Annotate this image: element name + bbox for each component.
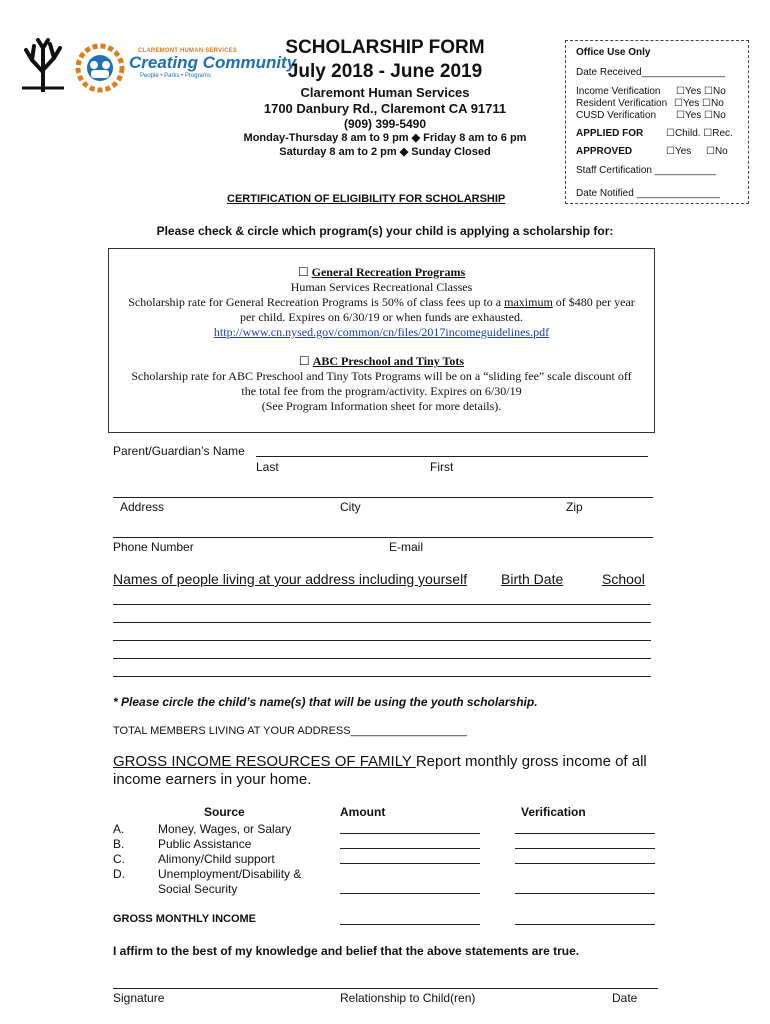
last-name-caption: Last: [256, 460, 279, 474]
form-period: July 2018 - June 2019: [287, 61, 483, 82]
signature-line[interactable]: [113, 988, 658, 989]
resident-verification-label: Resident Verification: [576, 98, 668, 109]
source-column-header: Source: [204, 805, 245, 819]
household-row-4[interactable]: [113, 658, 651, 659]
general-recreation-desc1: Human Services Recreational Classes: [290, 280, 473, 294]
gross-verification-field[interactable]: [515, 924, 655, 925]
phone-email-field[interactable]: [113, 537, 653, 538]
household-names-label: Names of people living at your address including yourself: [113, 571, 468, 587]
verification-field-c[interactable]: [515, 863, 655, 864]
abc-preschool-desc1: Scholarship rate for ABC Preschool and Tiny Tots Programs will be on a “sliding fee” scale discount off: [131, 369, 632, 383]
cusd-verification-checkboxes[interactable]: ☐Yes ☐No: [676, 110, 726, 121]
household-row-2[interactable]: [113, 622, 651, 623]
address-field[interactable]: [113, 497, 653, 498]
income-verification-checkboxes[interactable]: ☐Yes ☐No: [676, 86, 726, 97]
office-use-title: Office Use Only: [576, 47, 651, 58]
staff-certification-field[interactable]: Staff Certification ___________: [576, 165, 716, 176]
income-letter-d: D.: [113, 867, 125, 881]
income-source-c: Alimony/Child support: [158, 852, 275, 866]
household-row-1[interactable]: [113, 604, 651, 605]
income-letter-a: A.: [113, 822, 125, 836]
amount-field-b[interactable]: [340, 848, 480, 849]
circle-child-note: * Please circle the child’s name(s) that will be using the youth scholarship.: [113, 695, 538, 709]
affirmation-text: I affirm to the best of my knowledge and belief that the above statements are true.: [113, 944, 580, 958]
logo-main-text: Creating Community: [129, 53, 297, 72]
amount-field-c[interactable]: [340, 863, 480, 864]
general-recreation-checkbox[interactable]: ☐: [297, 265, 309, 279]
zip-caption: Zip: [566, 500, 583, 514]
org-address: 1700 Danbury Rd., Claremont CA 91711: [263, 101, 507, 116]
signature-caption: Signature: [113, 991, 165, 1005]
creating-community-logo-icon: [72, 40, 128, 96]
household-row-5[interactable]: [113, 676, 651, 677]
income-source-d-line2: Social Security: [158, 882, 238, 896]
abc-preschool-desc3: (See Program Information sheet for more details).: [261, 399, 502, 413]
date-notified-field[interactable]: Date Notified _______________: [576, 188, 721, 199]
program-selection-box: [108, 248, 655, 433]
parent-name-label: Parent/Guardian’s Name: [113, 444, 245, 458]
city-caption: City: [340, 500, 361, 514]
income-heading: GROSS INCOME RESOURCES OF FAMILY Report monthly gross income of all: [113, 753, 647, 770]
applied-for-label: APPLIED FOR: [576, 128, 644, 139]
hours-weekend: Saturday 8 am to 2 pm ◆ Sunday Closed: [279, 146, 491, 158]
applied-for-checkboxes[interactable]: ☐Child. ☐Rec.: [666, 128, 733, 139]
resident-verification-checkboxes[interactable]: ☐Yes ☐No: [674, 98, 724, 109]
parent-name-field[interactable]: [256, 456, 648, 457]
total-members-field[interactable]: TOTAL MEMBERS LIVING AT YOUR ADDRESS___________________: [113, 725, 467, 737]
amount-column-header: Amount: [340, 805, 386, 819]
logo-org-text: CLAREMONT HUMAN SERVICES: [138, 48, 238, 54]
cusd-verification-label: CUSD Verification: [576, 110, 657, 121]
general-recreation-title: General Recreation Programs: [311, 265, 466, 279]
school-label: School: [602, 571, 645, 587]
abc-preschool-checkbox[interactable]: ☐: [298, 354, 310, 368]
email-caption: E-mail: [389, 540, 424, 554]
program-instruction: Please check & circle which program(s) your child is applying a scholarship for:: [156, 224, 614, 238]
general-recreation-desc2: Scholarship rate for General Recreation Programs is 50% of class fees up to a maximum of $480 per year: [128, 295, 635, 309]
approved-yes-checkbox[interactable]: ☐Yes: [666, 146, 692, 157]
org-name: Claremont Human Services: [300, 85, 470, 100]
income-letter-b: B.: [113, 837, 125, 851]
date-received-field[interactable]: Date Received_______________: [576, 67, 726, 78]
abc-preschool-desc2: the total fee from the program/activity. Expires on 6/30/19: [241, 384, 522, 398]
amount-field-a[interactable]: [340, 833, 480, 834]
abc-preschool-title: ABC Preschool and Tiny Tots: [312, 354, 465, 368]
form-title: SCHOLARSHIP FORM: [285, 37, 485, 58]
household-row-3[interactable]: [113, 640, 651, 641]
verification-column-header: Verification: [521, 805, 586, 819]
birth-date-label: Birth Date: [501, 571, 564, 587]
income-heading-line2: income earners in your home.: [113, 771, 312, 788]
verification-field-b[interactable]: [515, 848, 655, 849]
gross-amount-field[interactable]: [340, 924, 480, 925]
phone-caption: Phone Number: [113, 540, 194, 554]
office-use-box: [565, 40, 749, 204]
gross-monthly-income-label: GROSS MONTHLY INCOME: [113, 913, 257, 925]
income-source-d: Unemployment/Disability &: [158, 867, 302, 881]
amount-field-d[interactable]: [340, 893, 480, 894]
income-guidelines-link[interactable]: http://www.cn.nysed.gov/common/cn/files/2017incomeguidelines.pdf: [213, 325, 550, 339]
address-caption: Address: [120, 500, 165, 514]
income-verification-label: Income Verification: [576, 86, 661, 97]
general-recreation-desc3: per child. Expires on 6/30/19 or when funds are exhausted.: [240, 310, 523, 324]
hours-weekday: Monday-Thursday 8 am to 9 pm ◆ Friday 8 am to 6 pm: [243, 132, 527, 144]
approved-no-checkbox[interactable]: ☐No: [706, 146, 728, 157]
date-caption: Date: [612, 991, 638, 1005]
income-source-b: Public Assistance: [158, 837, 252, 851]
tree-logo-icon: [20, 38, 66, 92]
approved-label: APPROVED: [576, 146, 633, 157]
relationship-caption: Relationship to Child(ren): [340, 991, 476, 1005]
income-letter-c: C.: [113, 852, 125, 866]
verification-field-a[interactable]: [515, 833, 655, 834]
logo-tagline: People • Parks • Programs: [140, 73, 211, 79]
income-source-a: Money, Wages, or Salary: [158, 822, 292, 836]
verification-field-d[interactable]: [515, 893, 655, 894]
org-phone: (909) 399-5490: [343, 117, 427, 131]
first-name-caption: First: [430, 460, 454, 474]
certification-title: CERTIFICATION OF ELIGIBILITY FOR SCHOLARSHIP: [227, 193, 506, 205]
